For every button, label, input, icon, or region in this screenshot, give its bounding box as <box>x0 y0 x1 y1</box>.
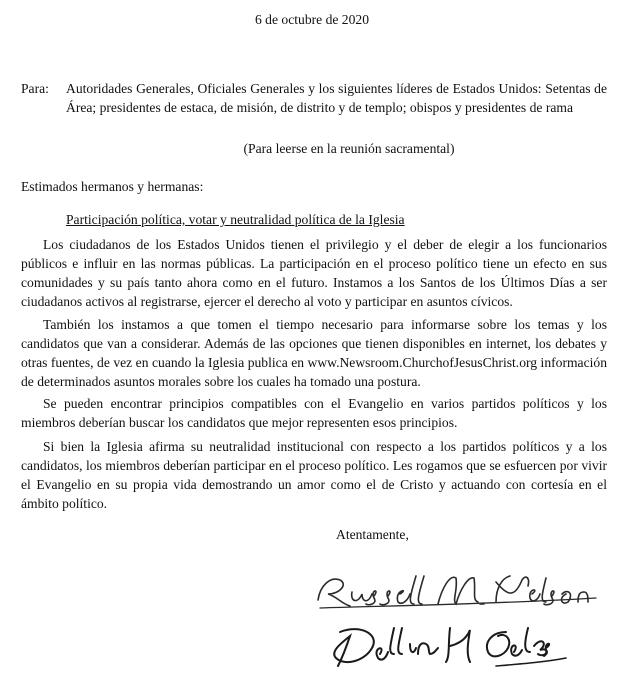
letter-subject: Participación política, votar y neutralidad política de la Iglesia <box>66 212 405 227</box>
addressee-label: Para: <box>21 81 49 96</box>
closing: Atentamente, <box>336 527 409 542</box>
reading-note: (Para leerse en la reunión sacramental) <box>243 141 455 156</box>
body-paragraph: Si bien la Iglesia afirma su neutralidad institucional con respecto a los partidos políticos y a los candidatos, los miembros deberían participar en el proceso político. Les rogamos que se esfuercen por vivir el Evangelio en su propia vida demostrando un amor como el de Cristo y actuando con cortesía en el ámbito político. <box>21 439 607 511</box>
body-paragraph: También los instamos a que tomen el tiempo necesario para informarse sobre los temas y los candidatos que van a considerar. Además de las opciones que tienen disponibles en internet, los debates y otras fuentes, de vez en cuando la Iglesia publica en www.Newsroom.ChurchofJesusChrist.org información de determinados asuntos morales sobre los cuales ha tomado una postura. <box>21 317 607 389</box>
signature-1-image <box>300 568 608 618</box>
signature-russell-m-nelson <box>300 568 608 618</box>
letter-date: 6 de octubre de 2020 <box>254 12 369 27</box>
signature-dallin-h-oaks <box>300 618 570 675</box>
body-paragraph: Los ciudadanos de los Estados Unidos tienen el privilegio y el deber de elegir a los funcionarios públicos e influir en las normas públicas. La participación en el proceso político tiene un efecto en sus comunidades y su país tanto ahora como en el futuro. Instamos a los Santos de los Últimos Días a ser ciudadanos activos al registrarse, ejercer el derecho al voto y participar en asuntos cívicos. <box>21 237 607 309</box>
signature-2-image <box>300 618 570 675</box>
addressee-text: Autoridades Generales, Oficiales Generales y los siguientes líderes de Estados Unidos: Setentas de Área; presidentes de estaca, de misión, de distrito y de templo; obispos y presidentes de rama <box>66 81 607 115</box>
greeting: Estimados hermanos y hermanas: <box>21 179 204 194</box>
body-paragraph: Se pueden encontrar principios compatibles con el Evangelio en varios partidos políticos y los miembros deberían buscar los candidatos que mejor representen esos principios. <box>21 396 607 430</box>
